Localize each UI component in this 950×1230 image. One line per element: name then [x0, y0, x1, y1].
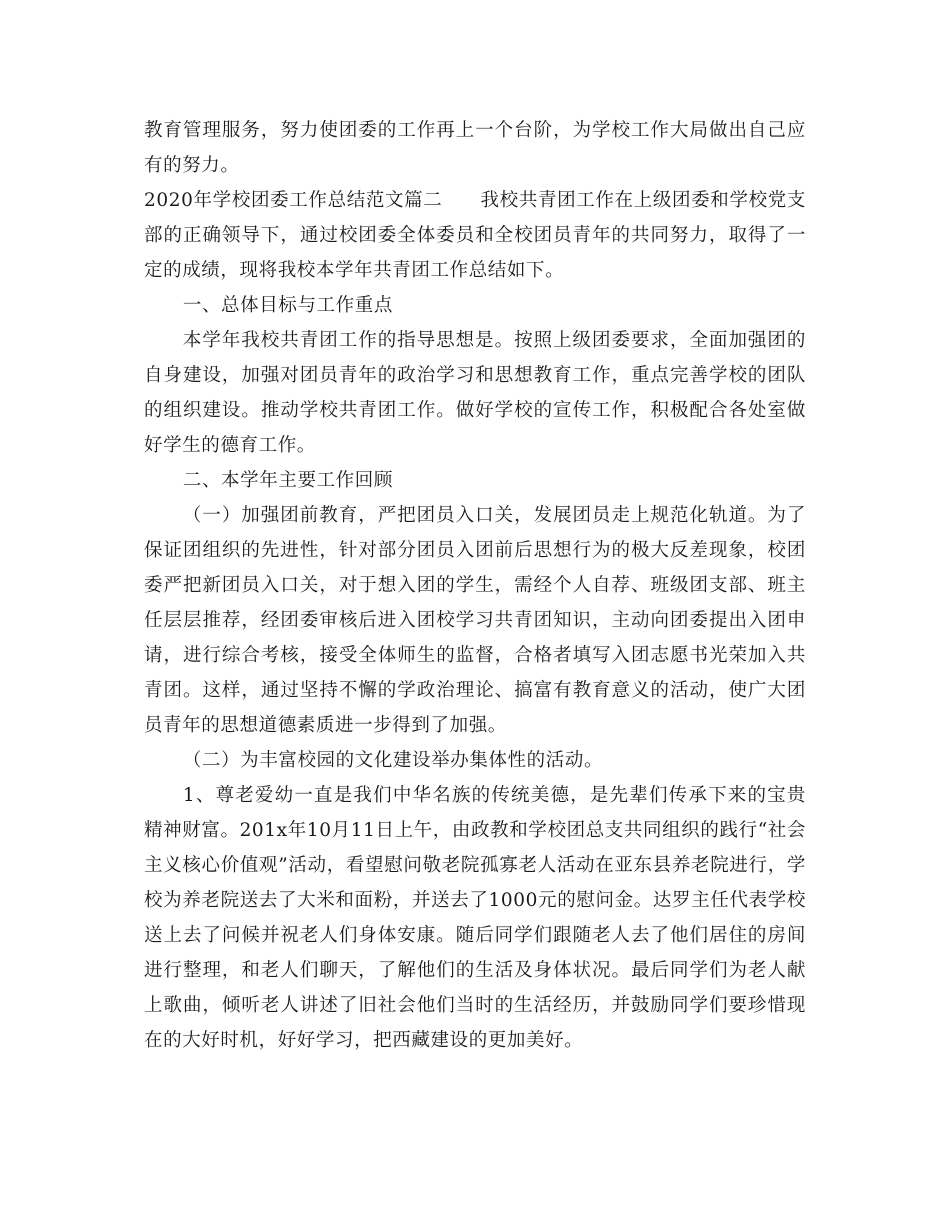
paragraph-member-education: （一）加强团前教育，严把团员入口关，发展团员走上规范化轨道。为了保证团组织的先进性，针对部分团员入团前后思想行为的极大反差现象，校团委严把新团员入口关，对于想入团的学生，需经个人自荐、班级团支部、班主任层层推荐，经团委审核后进入团校学习共青团知识，主动向团委提出入团申请，进行综合考核，接受全体师生的监督，合格者填写入团志愿书光荣加入共青团。这样，通过坚持不懈的学政治理论、搞富有教育意义的活动，使广大团员青年的思想道德素质进一步得到了加强。 [144, 505, 806, 736]
paragraph-guiding-thought: 本学年我校共青团工作的指导思想是。按照上级团委要求，全面加强团的自身建设，加强对团员青年的政治学习和思想教育工作，重点完善学校的团队的组织建设。推动学校共青团工作。做好学校的宣传工作，积极配合各处室做好学生的德育工作。 [144, 330, 806, 456]
paragraph-section-two [144, 183, 806, 288]
heading-overall-goals: 一、总体目标与工作重点 [182, 295, 393, 316]
intro-text: 我校共青团工作在上级团委和学校党支部的正确领导下，通过校团委全体委员和全校团员青年的共同努力，取得了一定的成绩，现将我校本学年共青团工作总结如下。 [144, 190, 806, 281]
article-title: 2020年学校团委工作总结范文篇二 [144, 190, 443, 211]
document-body [144, 113, 806, 1058]
heading-campus-culture: （二）为丰富校园的文化建设举办集体性的活动。 [182, 750, 604, 771]
paragraph-elderly-visit: 1、尊老爱幼一直是我们中华名族的传统美德，是先辈们传承下来的宝贵精神财富。201x年10月11日上午，由政教和学校团总支共同组织的践行“社会主义核心价值观”活动，看望慰问敬老院孤寡老人活动在亚东县养老院进行，学校为养老院送去了大米和面粉，并送去了1000元的慰问金。达罗主任代表学校送上去了问候并祝老人们身体安康。随后同学们跟随老人去了他们居住的房间进行整理，和老人们聊天，了解他们的生活及身体状况。最后同学们为老人献上歌曲，倾听老人讲述了旧社会他们当时的生活经历，并鼓励同学们要珍惜现在的大好时机，好好学习，把西藏建设的更加美好。 [144, 785, 806, 1051]
paragraph-continuation: 教育管理服务，努力使团委的工作再上一个台阶，为学校工作大局做出自己应有的努力。 [144, 120, 806, 176]
heading-work-review: 二、本学年主要工作回顾 [182, 470, 393, 491]
